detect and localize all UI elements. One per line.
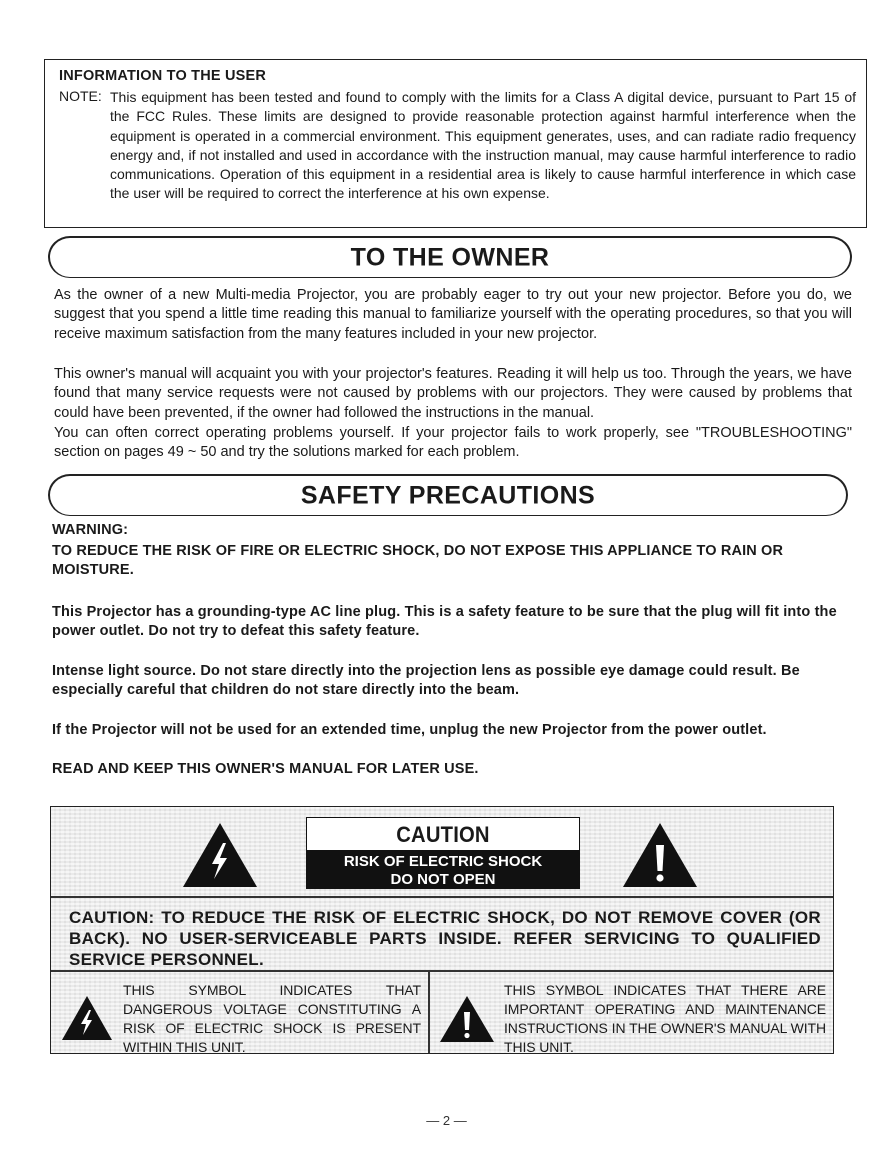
exclamation-warning-icon [621,821,699,889]
risk-of-shock-text: RISK OF ELECTRIC SHOCK [343,853,543,870]
caution-divider-top [51,896,833,898]
intense-light-notice: Intense light source. Do not stare directly into the projection lens as possible eye damage could result. Be especially careful that children do not stare directly into the beam. [52,663,800,699]
fcc-heading: INFORMATION TO THE USER [59,68,267,84]
page-number: — 2 — [426,1113,467,1128]
caution-box [50,806,834,1054]
caution-divider-middle [51,970,833,972]
owner-paragraph-1: As the owner of a new Multi-media Projector, you are probably eager to try out your new projector. Before you do, we suggest that you spend a little time reading this manual to familiarize yourself with the operating procedures, so that you will receive maximum satisfaction from the many features included in your new projector. [54,287,852,342]
lightning-warning-icon [181,821,259,889]
owner-section-banner [48,236,852,278]
owner-section-title: TO THE OWNER [350,243,550,271]
caution-divider-vertical [428,971,430,1053]
fcc-info-box [44,59,867,228]
caution-black-panel [307,850,579,888]
lightning-symbol-icon [61,995,113,1041]
caution-label [306,817,580,889]
safety-section-title: SAFETY PRECAUTIONS [300,481,596,509]
owner-paragraph-3: You can often correct operating problems yourself. If your projector fails to work properly, see "TROUBLESHOOTING" section on pages 49 ~ 50 and try the solutions marked for each problem. [54,425,852,461]
fcc-note-label: NOTE: [59,88,102,104]
caution-main-text: CAUTION: TO REDUCE THE RISK OF ELECTRIC SHOCK, DO NOT REMOVE COVER (OR BACK). NO USER-SERVICEABLE PARTS INSIDE. REFER SERVICING TO QUALIFIED SERVICE PERSONNEL. [69,908,821,969]
warning-text: TO REDUCE THE RISK OF FIRE OR ELECTRIC SHOCK, DO NOT EXPOSE THIS APPLIANCE TO RAIN OR MOISTURE. [52,543,784,579]
caution-word: CAUTION [396,822,490,847]
warning-label: WARNING: [52,522,129,538]
safety-section-banner [48,474,848,516]
unplug-notice: If the Projector will not be used for an extended time, unplug the new Projector from the power outlet. [52,722,767,738]
exclamation-symbol-explanation: THIS SYMBOL INDICATES THAT THERE ARE IMPORTANT OPERATING AND MAINTENANCE INSTRUCTIONS IN THE OWNER'S MANUAL WITH THIS UNIT. [504,982,826,1055]
read-keep-notice: READ AND KEEP THIS OWNER'S MANUAL FOR LATER USE. [52,761,479,777]
do-not-open-text: DO NOT OPEN [390,871,496,888]
fcc-note-text: This equipment has been tested and found to comply with the limits for a Class A digital device, pursuant to Part 15 of the FCC Rules. These limits are designed to provide reasonable protection against harmful interference when the equipment is operated in a commercial environment. This equipment generates, uses, and can radiate radio frequency energy and, if not installed and used in accordance with the instruction manual, may cause harmful interference to radio communications. Operation of this equipment in a residential area is likely to cause harmful interference in which case the user will be required to correct the interference at his own expense. [110,89,856,202]
owner-paragraph-2: This owner's manual will acquaint you with your projector's features. Reading it will help us too. Through the years, we have found that many service requests were not caused by problems with our projectors. They were caused by problems that could have been prevented, if the owner had followed the instructions in the manual. [54,366,852,421]
lightning-symbol-explanation: THIS SYMBOL INDICATES THAT DANGEROUS VOLTAGE CONSTITUTING A RISK OF ELECTRIC SHOCK IS PRESENT WITHIN THIS UNIT. [123,982,421,1055]
grounding-plug-notice: This Projector has a grounding-type AC line plug. This is a safety feature to be sure that the plug will fit into the power outlet. Do not try to defeat this safety feature. [52,604,837,640]
exclamation-symbol-icon [439,995,495,1043]
